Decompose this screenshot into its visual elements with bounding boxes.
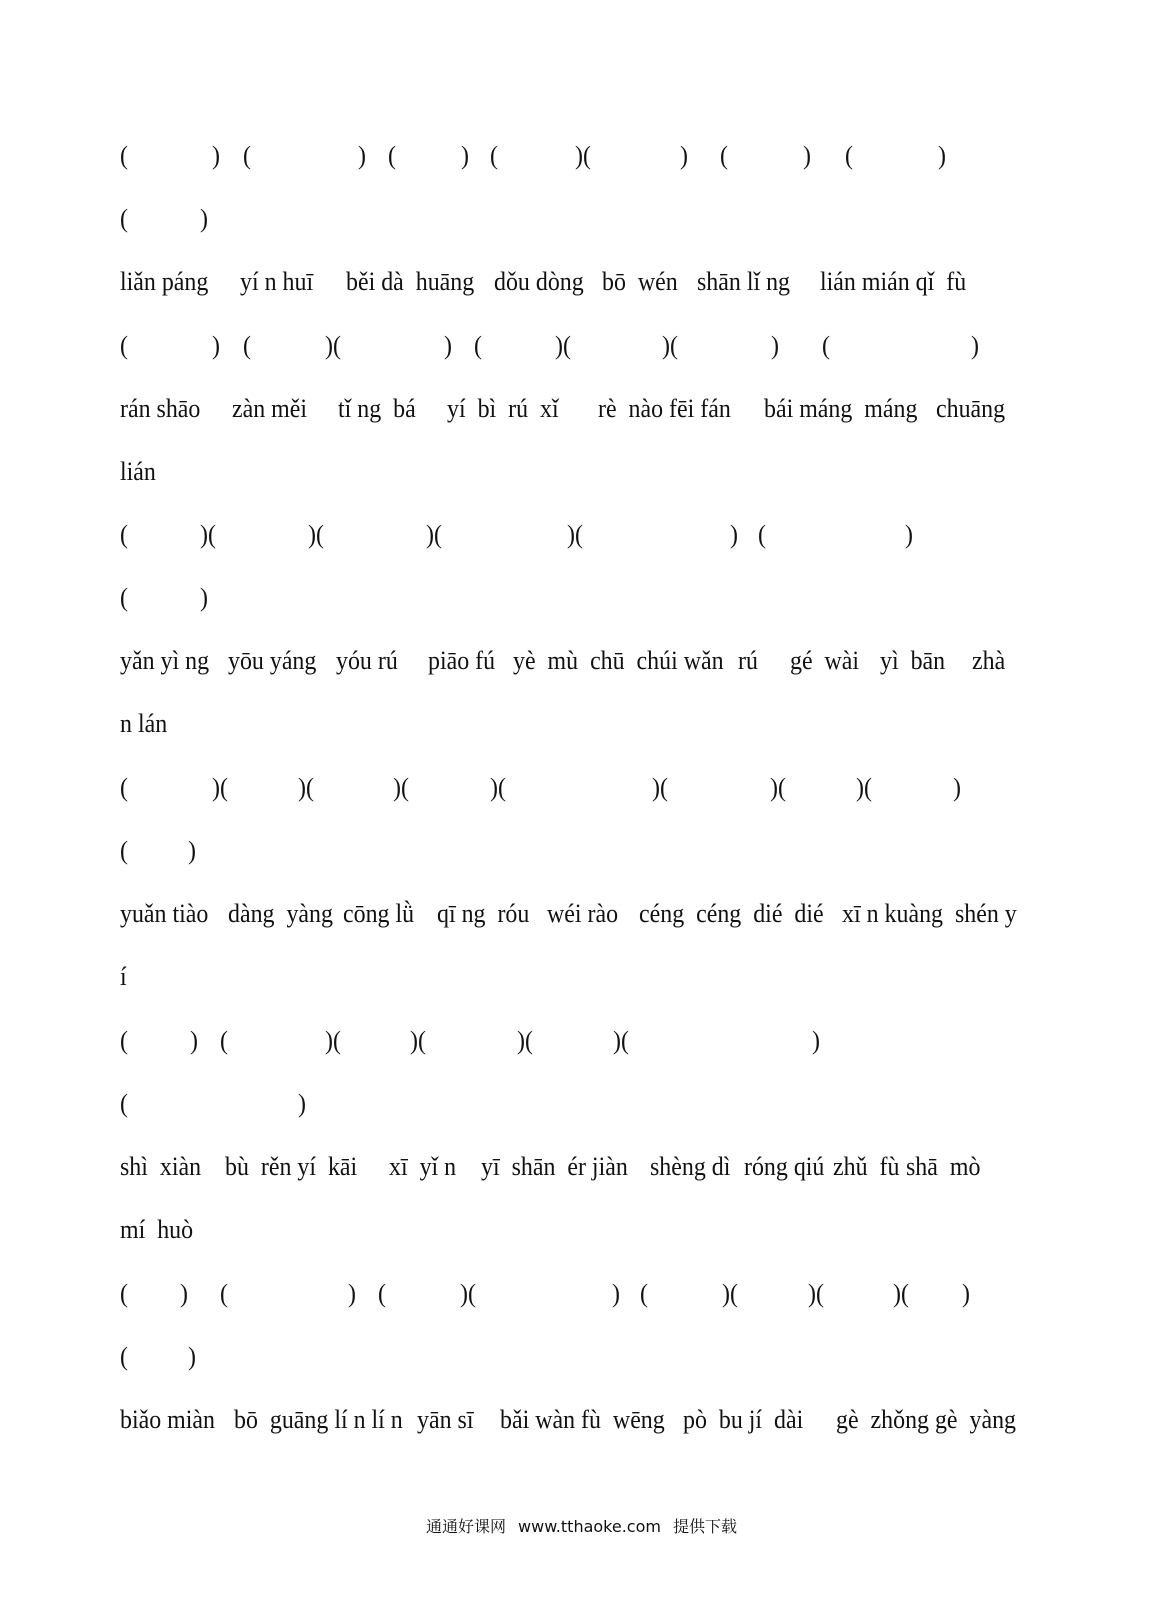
pinyin-word: bō guāng lí n lí n bbox=[234, 1405, 403, 1434]
parenthesis-mark: ) bbox=[612, 1279, 620, 1308]
pinyin-word: xī n kuàng shén y bbox=[842, 899, 1017, 928]
parenthesis-mark: ( bbox=[120, 141, 128, 170]
parenthesis-mark: ) bbox=[680, 141, 688, 170]
pinyin-row bbox=[0, 704, 1163, 744]
parenthesis-mark: ) bbox=[812, 1026, 820, 1055]
pinyin-word: zhà bbox=[972, 646, 1006, 675]
pinyin-word: wéi rào bbox=[547, 899, 619, 928]
answer-blank-row bbox=[0, 1337, 1163, 1377]
parenthesis-mark: ) bbox=[444, 331, 452, 360]
parenthesis-mark: ) bbox=[298, 1089, 306, 1118]
parenthesis-mark: ) bbox=[188, 1342, 196, 1371]
pinyin-word: bái máng máng bbox=[764, 394, 918, 423]
pinyin-row bbox=[0, 262, 1163, 302]
pinyin-row bbox=[0, 1147, 1163, 1187]
pinyin-word: pò bu jí dài bbox=[683, 1405, 804, 1434]
pinyin-word: liǎn páng bbox=[120, 267, 209, 296]
parenthesis-mark: )( bbox=[652, 773, 668, 802]
answer-blank-row bbox=[0, 199, 1163, 239]
page-footer bbox=[0, 1514, 1163, 1537]
parenthesis-mark: ) bbox=[188, 836, 196, 865]
parenthesis-mark: ( bbox=[120, 773, 128, 802]
pinyin-word: rán shāo bbox=[120, 394, 201, 423]
pinyin-word: piāo fú bbox=[428, 646, 496, 675]
pinyin-word: shì xiàn bbox=[120, 1152, 202, 1181]
pinyin-word: bǎi wàn fù wēng bbox=[500, 1405, 665, 1434]
pinyin-word: yì bān bbox=[880, 646, 946, 675]
parenthesis-mark: ( bbox=[220, 1026, 228, 1055]
parenthesis-mark: ) bbox=[803, 141, 811, 170]
parenthesis-mark: )( bbox=[613, 1026, 629, 1055]
pinyin-word: chuāng bbox=[936, 394, 1006, 423]
parenthesis-mark: ( bbox=[845, 141, 853, 170]
pinyin-word: yuǎn tiào bbox=[120, 899, 209, 928]
parenthesis-mark: )( bbox=[325, 1026, 341, 1055]
pinyin-word: zhǔ fù bbox=[833, 1152, 900, 1181]
parenthesis-mark: ( bbox=[474, 331, 482, 360]
pinyin-word: gé wài bbox=[790, 646, 860, 675]
pinyin-word: róng qiú bbox=[744, 1152, 825, 1181]
parenthesis-mark: ) bbox=[200, 583, 208, 612]
parenthesis-mark: )( bbox=[575, 141, 591, 170]
parenthesis-mark: )( bbox=[308, 520, 324, 549]
parenthesis-mark: ( bbox=[490, 141, 498, 170]
parenthesis-mark: )( bbox=[722, 1279, 738, 1308]
pinyin-word: yí bì rú xǐ bbox=[447, 394, 559, 423]
pinyin-row bbox=[0, 452, 1163, 492]
parenthesis-mark: )( bbox=[490, 773, 506, 802]
parenthesis-mark: ) bbox=[971, 331, 979, 360]
answer-blank-row bbox=[0, 1084, 1163, 1124]
parenthesis-mark: )( bbox=[567, 520, 583, 549]
pinyin-word: rú bbox=[738, 646, 758, 675]
pinyin-word: shān lǐ ng bbox=[697, 267, 791, 296]
parenthesis-mark: ( bbox=[243, 331, 251, 360]
parenthesis-mark: ( bbox=[120, 583, 128, 612]
pinyin-word: dàng yàng bbox=[228, 899, 333, 928]
parenthesis-mark: ) bbox=[180, 1279, 188, 1308]
answer-blank-row bbox=[0, 578, 1163, 618]
answer-blank-row bbox=[0, 1021, 1163, 1061]
parenthesis-mark: ( bbox=[720, 141, 728, 170]
parenthesis-mark: )( bbox=[426, 520, 442, 549]
pinyin-word: tǐ ng bá bbox=[338, 394, 416, 423]
pinyin-word: zàn měi bbox=[232, 394, 308, 423]
parenthesis-mark: ( bbox=[120, 204, 128, 233]
pinyin-row bbox=[0, 1400, 1163, 1440]
parenthesis-mark: ) bbox=[962, 1279, 970, 1308]
parenthesis-mark: ( bbox=[120, 836, 128, 865]
parenthesis-mark: )( bbox=[517, 1026, 533, 1055]
parenthesis-mark: ( bbox=[120, 1026, 128, 1055]
parenthesis-mark: ) bbox=[730, 520, 738, 549]
pinyin-word: bō wén bbox=[602, 267, 678, 296]
parenthesis-mark: )( bbox=[808, 1279, 824, 1308]
parenthesis-mark: )( bbox=[200, 520, 216, 549]
parenthesis-mark: )( bbox=[298, 773, 314, 802]
parenthesis-mark: ) bbox=[200, 204, 208, 233]
pinyin-row bbox=[0, 1210, 1163, 1250]
parenthesis-mark: ( bbox=[120, 1089, 128, 1118]
parenthesis-mark: ( bbox=[640, 1279, 648, 1308]
answer-blank-row bbox=[0, 326, 1163, 366]
answer-blank-row bbox=[0, 1274, 1163, 1314]
parenthesis-mark: ) bbox=[953, 773, 961, 802]
pinyin-word: shā mò bbox=[906, 1152, 981, 1181]
parenthesis-mark: ) bbox=[938, 141, 946, 170]
parenthesis-mark: ( bbox=[220, 1279, 228, 1308]
parenthesis-mark: )( bbox=[393, 773, 409, 802]
pinyin-word: gè zhǒng gè yàng bbox=[836, 1405, 1017, 1434]
pinyin-word: n lán bbox=[120, 709, 168, 738]
parenthesis-mark: ) bbox=[348, 1279, 356, 1308]
parenthesis-mark: ( bbox=[120, 331, 128, 360]
pinyin-word: mí huò bbox=[120, 1215, 194, 1244]
pinyin-row bbox=[0, 957, 1163, 997]
parenthesis-mark: ) bbox=[358, 141, 366, 170]
pinyin-word: yóu rú bbox=[336, 646, 398, 675]
pinyin-word: lián mián qǐ fù bbox=[820, 267, 967, 296]
answer-blank-row bbox=[0, 515, 1163, 555]
pinyin-word: xī yǐ n bbox=[389, 1152, 457, 1181]
pinyin-word: yān sī bbox=[417, 1405, 474, 1434]
answer-blank-row bbox=[0, 768, 1163, 808]
parenthesis-mark: )( bbox=[662, 331, 678, 360]
parenthesis-mark: ) bbox=[212, 141, 220, 170]
parenthesis-mark: )( bbox=[410, 1026, 426, 1055]
parenthesis-mark: ( bbox=[120, 1342, 128, 1371]
parenthesis-mark: ) bbox=[905, 520, 913, 549]
pinyin-word: yǎn yì ng bbox=[120, 646, 210, 675]
parenthesis-mark: ( bbox=[120, 520, 128, 549]
parenthesis-mark: ( bbox=[243, 141, 251, 170]
pinyin-word: dǒu dòng bbox=[494, 267, 584, 296]
parenthesis-mark: ( bbox=[378, 1279, 386, 1308]
pinyin-word: shèng dì bbox=[650, 1152, 731, 1181]
parenthesis-mark: )( bbox=[212, 773, 228, 802]
pinyin-word: biǎo miàn bbox=[120, 1405, 216, 1434]
parenthesis-mark: )( bbox=[856, 773, 872, 802]
parenthesis-mark: )( bbox=[770, 773, 786, 802]
parenthesis-mark: ( bbox=[120, 1279, 128, 1308]
pinyin-row bbox=[0, 389, 1163, 429]
parenthesis-mark: )( bbox=[893, 1279, 909, 1308]
pinyin-word: cōng lǜ bbox=[343, 899, 415, 928]
pinyin-row bbox=[0, 894, 1163, 934]
answer-blank-row bbox=[0, 136, 1163, 176]
parenthesis-mark: ( bbox=[388, 141, 396, 170]
pinyin-word: qī ng róu bbox=[437, 899, 530, 928]
answer-blank-row bbox=[0, 831, 1163, 871]
pinyin-word: lián bbox=[120, 457, 156, 486]
parenthesis-mark: ) bbox=[461, 141, 469, 170]
parenthesis-mark: )( bbox=[325, 331, 341, 360]
parenthesis-mark: ( bbox=[822, 331, 830, 360]
pinyin-word: yí n huī bbox=[240, 267, 314, 296]
pinyin-word: běi dà huāng bbox=[346, 267, 475, 296]
footer-site-name: 通通好课网 bbox=[426, 1517, 507, 1536]
pinyin-word: rè nào fēi fán bbox=[598, 394, 731, 423]
pinyin-word: céng céng dié dié bbox=[639, 899, 824, 928]
parenthesis-mark: ( bbox=[758, 520, 766, 549]
footer-suffix: 提供下载 bbox=[672, 1517, 737, 1536]
pinyin-word: yè mù chū chúi wǎn bbox=[513, 646, 724, 675]
parenthesis-mark: )( bbox=[460, 1279, 476, 1308]
pinyin-row bbox=[0, 641, 1163, 681]
parenthesis-mark: )( bbox=[555, 331, 571, 360]
footer-url: www.tthaoke.com bbox=[518, 1517, 661, 1536]
parenthesis-mark: ) bbox=[190, 1026, 198, 1055]
pinyin-word: bù rěn yí kāi bbox=[225, 1152, 358, 1181]
parenthesis-mark: ) bbox=[771, 331, 779, 360]
parenthesis-mark: ) bbox=[212, 331, 220, 360]
pinyin-word: yī shān ér jiàn bbox=[481, 1152, 628, 1181]
pinyin-word: í bbox=[120, 962, 127, 991]
pinyin-word: yōu yáng bbox=[228, 646, 317, 675]
